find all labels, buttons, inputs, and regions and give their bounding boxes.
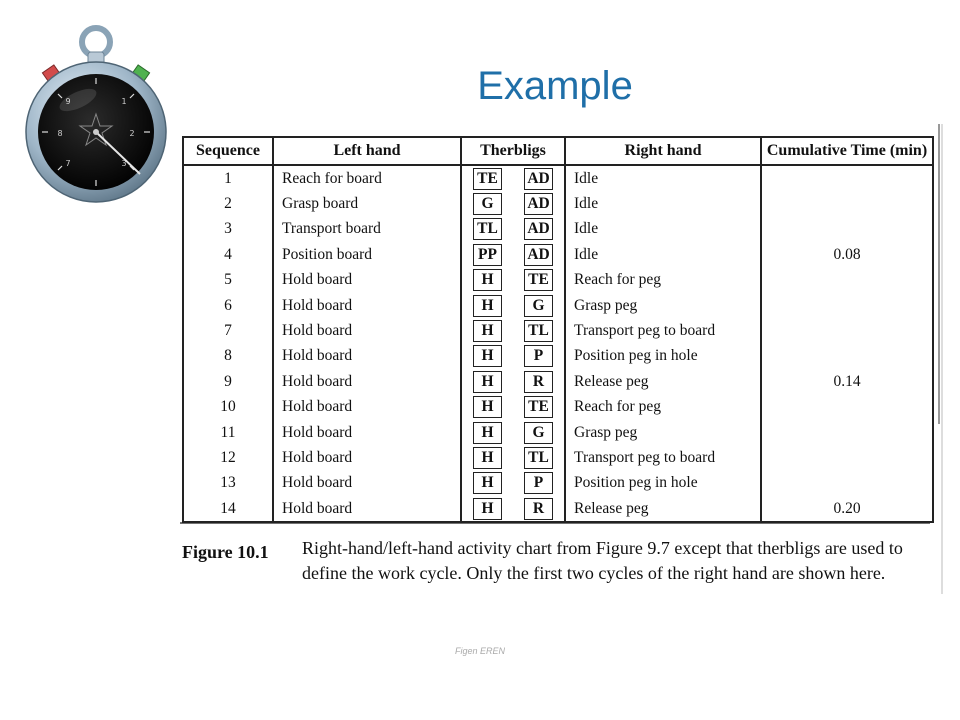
row-therblig-left: H	[473, 447, 502, 469]
row-therblig-right-cell	[513, 395, 565, 420]
row-therblig-left-cell	[461, 420, 513, 445]
row-cumulative-time: 0.14	[761, 369, 933, 394]
row-therblig-right: G	[524, 295, 553, 317]
row-therblig-right: AD	[524, 218, 553, 240]
header-left-hand: Left hand	[273, 137, 461, 165]
svg-text:9: 9	[65, 97, 71, 106]
row-therblig-left-cell	[461, 445, 513, 470]
row-therblig-right-cell	[513, 318, 565, 343]
row-left-hand: Hold board	[273, 445, 461, 470]
row-sequence: 13	[183, 471, 273, 496]
row-cumulative-time	[761, 395, 933, 420]
row-therblig-left: H	[473, 269, 502, 291]
row-left-hand: Position board	[273, 242, 461, 267]
row-sequence: 10	[183, 395, 273, 420]
row-therblig-right: R	[524, 371, 553, 393]
row-therblig-right: TL	[524, 447, 553, 469]
row-right-hand: Grasp peg	[565, 293, 761, 318]
table-row	[183, 191, 933, 216]
row-cumulative-time	[761, 420, 933, 445]
table-row	[183, 471, 933, 496]
row-therblig-left-cell	[461, 344, 513, 369]
row-left-hand: Hold board	[273, 344, 461, 369]
row-therblig-left-cell	[461, 293, 513, 318]
row-therblig-left: TE	[473, 168, 502, 190]
row-left-hand: Grasp board	[273, 191, 461, 216]
table-header-row	[183, 137, 933, 165]
row-right-hand: Reach for peg	[565, 268, 761, 293]
row-cumulative-time	[761, 318, 933, 343]
row-therblig-left-cell	[461, 191, 513, 216]
row-sequence: 5	[183, 268, 273, 293]
row-therblig-right-cell	[513, 445, 565, 470]
row-therblig-left: H	[473, 422, 502, 444]
row-cumulative-time	[761, 293, 933, 318]
row-therblig-left-cell	[461, 471, 513, 496]
row-right-hand: Release peg	[565, 369, 761, 394]
header-therbligs: Therbligs	[461, 137, 565, 165]
row-therblig-left: PP	[473, 244, 502, 266]
row-left-hand: Hold board	[273, 369, 461, 394]
row-therblig-right: TL	[524, 320, 553, 342]
svg-text:1: 1	[121, 97, 127, 106]
row-right-hand: Idle	[565, 165, 761, 191]
row-right-hand: Reach for peg	[565, 395, 761, 420]
row-therblig-left-cell	[461, 395, 513, 420]
row-cumulative-time	[761, 191, 933, 216]
row-sequence: 8	[183, 344, 273, 369]
figure-caption-text: Right-hand/left-hand activity chart from Figure 9.7 except that therbligs are used to define the work cycle. Only the first two cycles of the right hand are shown here.	[302, 538, 903, 583]
row-therblig-left-cell	[461, 318, 513, 343]
row-right-hand: Transport peg to board	[565, 318, 761, 343]
row-right-hand: Position peg in hole	[565, 471, 761, 496]
row-cumulative-time	[761, 217, 933, 242]
svg-text:8: 8	[57, 129, 63, 138]
row-therblig-right: G	[524, 422, 553, 444]
row-therblig-left: H	[473, 498, 502, 520]
table-row	[183, 318, 933, 343]
row-therblig-left: H	[473, 295, 502, 317]
row-therblig-left-cell	[461, 369, 513, 394]
row-sequence: 7	[183, 318, 273, 343]
row-sequence: 11	[183, 420, 273, 445]
footer-author: Figen EREN	[454, 646, 506, 656]
row-therblig-left-cell	[461, 496, 513, 522]
row-therblig-right: AD	[524, 168, 553, 190]
row-therblig-left-cell	[461, 217, 513, 242]
row-therblig-right: TE	[524, 269, 553, 291]
row-sequence: 6	[183, 293, 273, 318]
row-left-hand: Hold board	[273, 268, 461, 293]
row-cumulative-time	[761, 471, 933, 496]
table-row	[183, 242, 933, 267]
row-right-hand: Idle	[565, 217, 761, 242]
row-left-hand: Hold board	[273, 496, 461, 522]
row-sequence: 4	[183, 242, 273, 267]
table-row	[183, 445, 933, 470]
row-cumulative-time: 0.20	[761, 496, 933, 522]
row-left-hand: Hold board	[273, 395, 461, 420]
row-therblig-left: TL	[473, 218, 502, 240]
row-left-hand: Reach for board	[273, 165, 461, 191]
row-therblig-right-cell	[513, 165, 565, 191]
row-cumulative-time	[761, 268, 933, 293]
row-therblig-right: TE	[524, 396, 553, 418]
row-therblig-right-cell	[513, 191, 565, 216]
svg-text:2: 2	[129, 129, 135, 138]
row-therblig-right: R	[524, 498, 553, 520]
table-row	[183, 165, 933, 191]
row-therblig-right: P	[524, 472, 553, 494]
row-cumulative-time	[761, 445, 933, 470]
table-row	[183, 420, 933, 445]
row-sequence: 1	[183, 165, 273, 191]
row-therblig-left-cell	[461, 268, 513, 293]
table-row	[183, 496, 933, 522]
row-therblig-right-cell	[513, 344, 565, 369]
row-therblig-right: P	[524, 345, 553, 367]
row-left-hand: Hold board	[273, 471, 461, 496]
row-sequence: 14	[183, 496, 273, 522]
row-sequence: 9	[183, 369, 273, 394]
figure-label: Figure 10.1	[182, 542, 269, 562]
row-therblig-left-cell	[461, 242, 513, 267]
slide-title: Example	[477, 64, 633, 108]
row-left-hand: Hold board	[273, 420, 461, 445]
row-cumulative-time	[761, 165, 933, 191]
row-therblig-right-cell	[513, 471, 565, 496]
row-therblig-right-cell	[513, 242, 565, 267]
header-sequence: Sequence	[183, 137, 273, 165]
row-right-hand: Release peg	[565, 496, 761, 522]
table-row	[183, 344, 933, 369]
row-sequence: 2	[183, 191, 273, 216]
row-right-hand: Idle	[565, 191, 761, 216]
table-row	[183, 217, 933, 242]
stopwatch-icon	[20, 20, 170, 210]
therblig-activity-chart	[182, 136, 934, 523]
table-row	[183, 268, 933, 293]
row-sequence: 12	[183, 445, 273, 470]
row-therblig-left: H	[473, 472, 502, 494]
row-therblig-right-cell	[513, 293, 565, 318]
row-therblig-left: H	[473, 320, 502, 342]
row-right-hand: Transport peg to board	[565, 445, 761, 470]
table-row	[183, 293, 933, 318]
row-sequence: 3	[183, 217, 273, 242]
header-right-hand: Right hand	[565, 137, 761, 165]
row-left-hand: Transport board	[273, 217, 461, 242]
row-left-hand: Hold board	[273, 293, 461, 318]
row-therblig-left-cell	[461, 165, 513, 191]
row-therblig-right: AD	[524, 244, 553, 266]
row-therblig-right-cell	[513, 268, 565, 293]
row-therblig-right-cell	[513, 369, 565, 394]
header-cumulative-time: Cumulative Time (min)	[761, 137, 933, 165]
row-left-hand: Hold board	[273, 318, 461, 343]
row-therblig-right-cell	[513, 217, 565, 242]
row-therblig-right-cell	[513, 496, 565, 522]
row-therblig-left: H	[473, 371, 502, 393]
table-row	[183, 369, 933, 394]
row-therblig-left: H	[473, 396, 502, 418]
svg-text:3: 3	[121, 159, 127, 168]
row-therblig-right-cell	[513, 420, 565, 445]
row-cumulative-time	[761, 344, 933, 369]
row-cumulative-time: 0.08	[761, 242, 933, 267]
row-right-hand: Idle	[565, 242, 761, 267]
row-right-hand: Grasp peg	[565, 420, 761, 445]
row-therblig-left: G	[473, 193, 502, 215]
svg-text:7: 7	[65, 159, 71, 168]
row-right-hand: Position peg in hole	[565, 344, 761, 369]
table-row	[183, 395, 933, 420]
row-therblig-right: AD	[524, 193, 553, 215]
row-therblig-left: H	[473, 345, 502, 367]
